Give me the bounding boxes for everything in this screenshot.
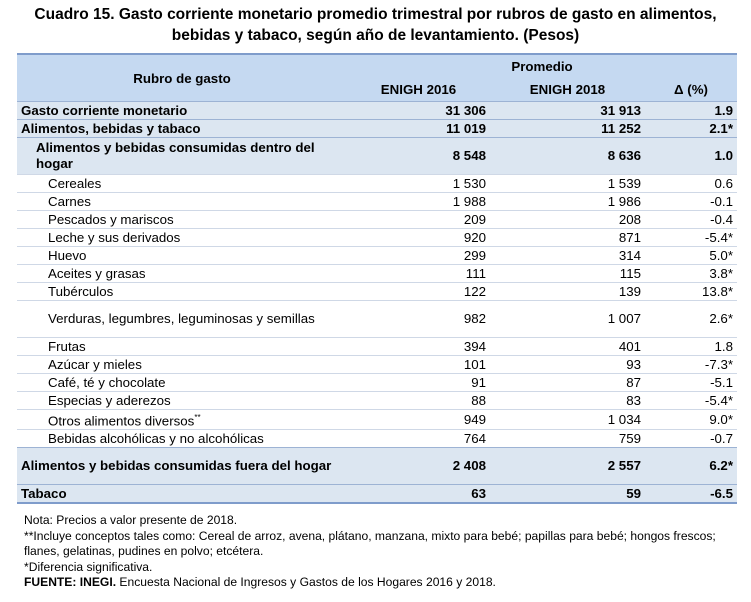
value-2016: 949 [347, 410, 490, 430]
value-2018: 1 007 [490, 301, 645, 338]
row-label: Café, té y chocolate [17, 374, 347, 392]
value-2016: 1 988 [347, 193, 490, 211]
table-row [17, 120, 737, 138]
note-prices: Nota: Precios a valor presente de 2018. [24, 513, 238, 527]
value-2018: 115 [490, 265, 645, 283]
note-source [24, 575, 744, 591]
value-2016: 920 [347, 229, 490, 247]
value-delta: 9.0* [645, 410, 737, 430]
row-label: Huevo [17, 247, 347, 265]
value-delta: 1.0 [645, 138, 737, 175]
value-delta: 6.2* [645, 448, 737, 485]
value-2016: 209 [347, 211, 490, 229]
table-row [17, 392, 737, 410]
row-label: Tubérculos [17, 283, 347, 301]
value-delta: -5.4* [645, 229, 737, 247]
row-label: Bebidas alcohólicas y no alcohólicas [17, 430, 347, 448]
value-2018: 83 [490, 392, 645, 410]
table-row [17, 175, 737, 193]
table-row [17, 430, 737, 448]
value-2018: 31 913 [490, 102, 645, 120]
row-label: Especias y aderezos [17, 392, 347, 410]
row-label: Carnes [17, 193, 347, 211]
row-label-cell [17, 410, 347, 430]
value-delta: -0.4 [645, 211, 737, 229]
value-2016: 764 [347, 430, 490, 448]
row-label: Azúcar y mieles [17, 356, 347, 374]
note-includes: **Incluye conceptos tales como: Cereal de arroz, avena, plátano, manzana, mixto para bebé; papillas para bebé; hongos frescos; flanes, gelatinas, pudines en polvo; etcétera. [24, 528, 716, 559]
value-delta: 1.9 [645, 102, 737, 120]
value-2018: 208 [490, 211, 645, 229]
value-2016: 394 [347, 338, 490, 356]
row-label: Gasto corriente monetario [17, 102, 347, 120]
value-2016: 111 [347, 265, 490, 283]
header-enigh-2018: ENIGH 2018 [529, 82, 606, 97]
row-label: Cereales [17, 175, 347, 193]
value-delta: -5.1 [645, 374, 737, 392]
row-label: Alimentos y bebidas consumidas fuera del hogar [17, 448, 347, 485]
table-row [17, 283, 737, 301]
value-delta: 2.1* [645, 120, 737, 138]
table-row [17, 301, 737, 338]
row-label: Otros alimentos diversos [48, 413, 195, 429]
row-label: Alimentos, bebidas y tabaco [17, 120, 347, 138]
expense-table [17, 53, 737, 504]
table-row [17, 485, 737, 504]
value-2016: 88 [347, 392, 490, 410]
value-2016: 982 [347, 301, 490, 338]
table-row [17, 102, 737, 120]
value-2016: 2 408 [347, 448, 490, 485]
table-row [17, 410, 737, 430]
header-rubro: Rubro de gasto [17, 54, 347, 102]
value-delta: -0.1 [645, 193, 737, 211]
value-2018: 87 [490, 374, 645, 392]
value-2018: 314 [490, 247, 645, 265]
value-2018: 1 034 [490, 410, 645, 430]
value-delta: -7.3* [645, 356, 737, 374]
header-enigh-2016: ENIGH 2016 [380, 82, 457, 97]
value-2016: 11 019 [347, 120, 490, 138]
title-line-1: Cuadro 15. Gasto corriente monetario promedio trimestral por rubros de gasto en alimentos, [34, 6, 717, 23]
value-delta: 13.8* [645, 283, 737, 301]
value-2018: 93 [490, 356, 645, 374]
value-2018: 1 986 [490, 193, 645, 211]
value-2018: 759 [490, 430, 645, 448]
note-significance: *Diferencia significativa. [24, 559, 153, 574]
row-label: Verduras, legumbres, leguminosas y semillas [17, 301, 347, 338]
value-2016: 1 530 [347, 175, 490, 193]
value-2016: 91 [347, 374, 490, 392]
table-row [17, 265, 737, 283]
table-row [17, 193, 737, 211]
table-row [17, 356, 737, 374]
value-2018: 2 557 [490, 448, 645, 485]
header-delta: Δ (%) [674, 82, 708, 97]
footnote-marker: ** [194, 413, 201, 422]
table-row [17, 374, 737, 392]
value-2016: 63 [347, 485, 490, 504]
row-label: Pescados y mariscos [17, 211, 347, 229]
value-delta: 1.8 [645, 338, 737, 356]
title-line-2: bebidas y tabaco, según año de levantamiento. (Pesos) [171, 27, 580, 44]
row-label: Leche y sus derivados [17, 229, 347, 247]
table-row [17, 338, 737, 356]
table-row [17, 229, 737, 247]
value-delta: 0.6 [645, 175, 737, 193]
table-row [17, 448, 737, 485]
value-2016: 8 548 [347, 138, 490, 175]
value-delta: 2.6* [645, 301, 737, 338]
value-delta: 5.0* [645, 247, 737, 265]
value-delta: -0.7 [645, 430, 737, 448]
value-delta: -6.5 [645, 485, 737, 504]
table-row [17, 138, 737, 175]
value-2018: 59 [490, 485, 645, 504]
table-row [17, 211, 737, 229]
value-delta: -5.4* [645, 392, 737, 410]
table-row [17, 247, 737, 265]
table-notes [24, 513, 744, 591]
value-delta: 3.8* [645, 265, 737, 283]
value-2016: 31 306 [347, 102, 490, 120]
value-2018: 1 539 [490, 175, 645, 193]
value-2016: 299 [347, 247, 490, 265]
value-2018: 139 [490, 283, 645, 301]
value-2018: 11 252 [490, 120, 645, 138]
row-label: Aceites y grasas [17, 265, 347, 283]
row-label: Frutas [17, 338, 347, 356]
value-2016: 101 [347, 356, 490, 374]
source-text: Encuesta Nacional de Ingresos y Gastos de los Hogares 2016 y 2018. [116, 575, 496, 590]
row-label: Alimentos y bebidas consumidas dentro del hogar [17, 138, 347, 175]
value-2018: 8 636 [490, 138, 645, 175]
value-2016: 122 [347, 283, 490, 301]
table-title [0, 0, 751, 46]
header-promedio: Promedio [347, 54, 737, 78]
header-row-1 [17, 54, 737, 78]
value-2018: 401 [490, 338, 645, 356]
source-label: FUENTE: INEGI. [24, 575, 117, 590]
row-label: Tabaco [17, 485, 347, 504]
value-2018: 871 [490, 229, 645, 247]
